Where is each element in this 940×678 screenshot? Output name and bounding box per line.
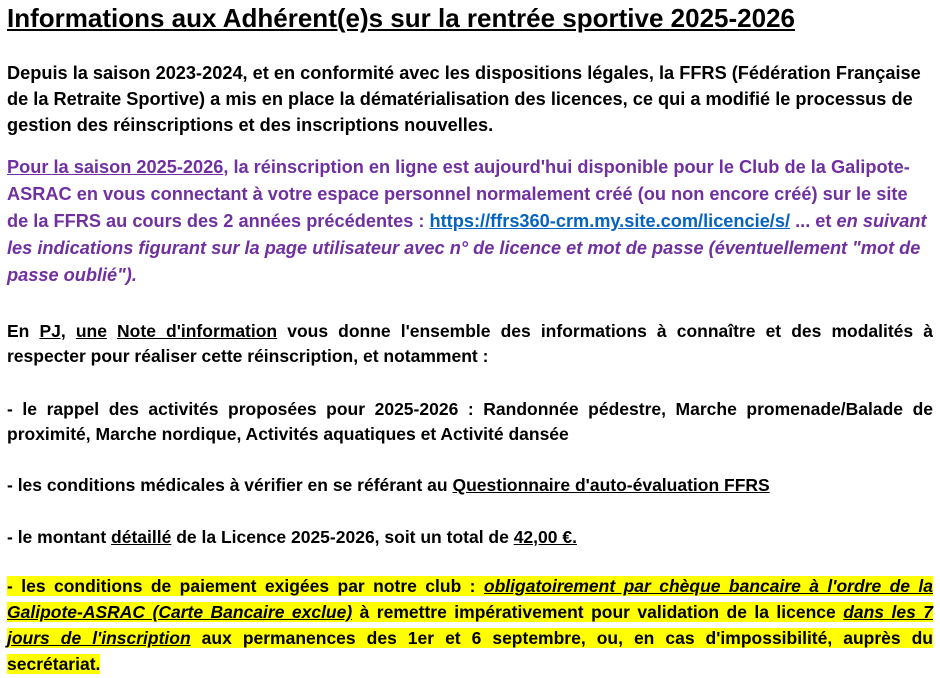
questionnaire-link[interactable]: Questionnaire d'auto-évaluation FFRS [452, 475, 770, 495]
payment-text-e: aux permanences des 1er et 6 septembre, ou, en cas d'impossibilité, auprès du secrétariat. [7, 628, 933, 674]
season-lead: Pour la saison 2025-2026 [7, 157, 224, 177]
payment-text-c: à remettre impérativement pour validation de la licence [352, 602, 844, 622]
payment-conditions-item [7, 573, 933, 677]
attachment-text-b [66, 321, 76, 341]
medical-text: - les conditions médicales à vérifier en se référant au [7, 475, 453, 495]
payment-text-a: - les conditions de paiement exigées par notre club : [7, 576, 484, 596]
pj-label: PJ, [39, 321, 66, 341]
online-registration-paragraph [7, 154, 933, 289]
intro-paragraph: Depuis la saison 2023-2024, et en conformité avec les dispositions légales, la FFRS (Fédération Française de la Retraite Sportive) a mis en place la dématérialisation des licences, ce qui a modifié le processus de gestion des réinscriptions et des inscriptions nouvelles. [7, 63, 921, 135]
amount-text-a: - le montant [7, 527, 112, 547]
une-label: une [75, 321, 107, 341]
payment-deadline: dans les 7 jours de l'inscription [7, 602, 933, 648]
page-title: Informations aux Adhérent(e)s sur la rentrée sportive 2025-2026 [7, 3, 795, 33]
payment-method: obligatoirement par chèque bancaire à l'ordre de la Galipote-ASRAC (Carte Bancaire exclue) [7, 576, 933, 622]
amount-text-b: de la Licence 2025-2026, soit un total de [171, 527, 514, 547]
registration-connector: ... et [790, 211, 837, 231]
registration-text: , la réinscription en ligne est aujourd'hui disponible pour le Club de la Galipote-ASRAC en vous connectant à votre espace personnel normalement créé (ou non encore créé) sur le site de la FFRS au cours des 2 années précédentes : [7, 157, 910, 231]
attachment-text-a: En [7, 321, 40, 341]
note-information-link[interactable]: Note d'information [117, 321, 278, 341]
medical-conditions-item [7, 473, 933, 498]
ffrs-licence-link[interactable]: https://ffrs360-crm.my.site.com/licencie/s/ [429, 211, 791, 231]
detail-label: détaillé [111, 527, 172, 547]
licence-amount: 42,00 €. [513, 527, 577, 547]
attachment-paragraph [7, 319, 933, 369]
activities-item: - le rappel des activités proposées pour 2025-2026 : Randonnée pédestre, Marche promenade/Balade de proximité, Marche nordique, Activités aquatiques et Activité dansée [7, 399, 933, 444]
licence-amount-item [7, 525, 933, 550]
attachment-text-c [107, 321, 117, 341]
registration-instructions: en suivant les indications figurant sur la page utilisateur avec n° de licence et mot de passe (éventuellement "mot de passe oublié"). [7, 211, 927, 285]
attachment-text-d: vous donne l'ensemble des informations à connaître et des modalités à respecter pour réaliser cette réinscription, et notamment : [7, 321, 933, 366]
